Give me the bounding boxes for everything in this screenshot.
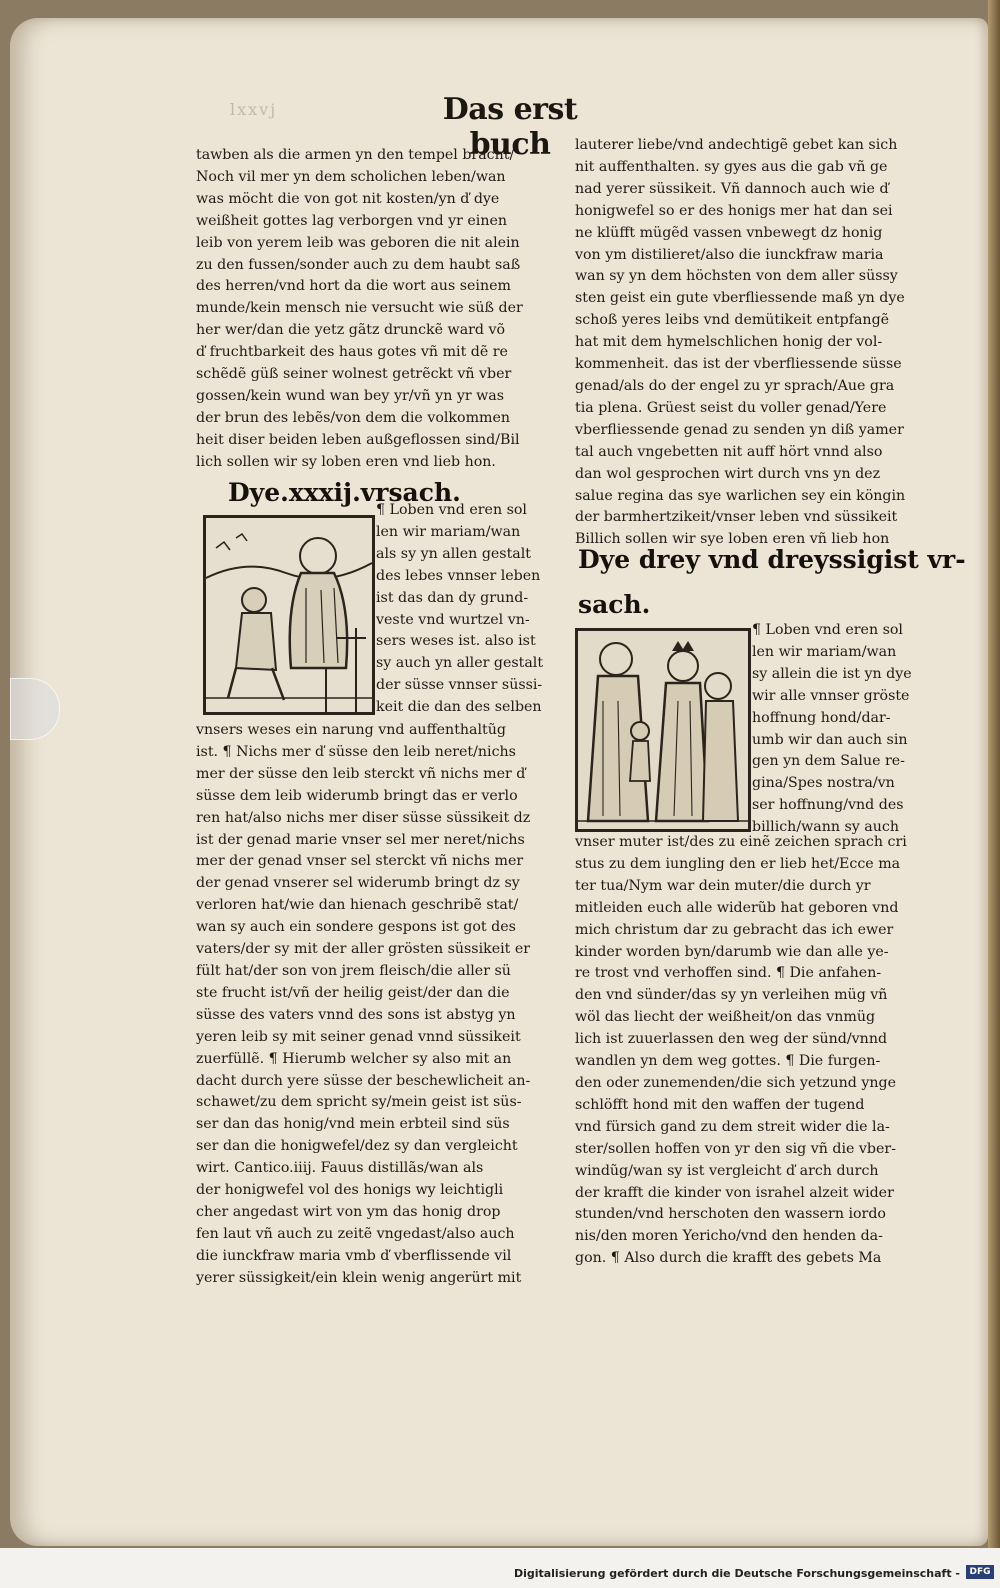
text-line: fen laut vñ auch zu zeitẽ vngedast/also auch: [196, 1225, 515, 1242]
text-line: tal auch vngebetten nit auff hört vnnd also: [575, 443, 883, 460]
text-line: des lebes vnnser leben: [376, 567, 541, 584]
running-title: Das erst buch: [442, 92, 578, 162]
text-line: munde/kein mensch nie versucht wie süß der: [196, 300, 523, 317]
right-column-top: [575, 135, 930, 551]
text-line: wöl das liecht der weißheit/on das vnmüg: [575, 1009, 876, 1026]
text-line: ser hoffnung/vnd des: [752, 797, 904, 814]
text-line: gon. ¶ Also durch die krafft des gebets Ma: [575, 1250, 882, 1267]
woodcut-mary-nursing-child-icon: [206, 518, 372, 712]
text-line: gina/Spes nostra/vn: [752, 775, 895, 792]
left-column-top: [196, 145, 548, 474]
text-line: der barmhertzikeit/vnser leben vnd süssikeit: [575, 509, 898, 526]
text-line: der brun des lebẽs/von dem die volkommen: [196, 409, 511, 426]
text-line: zu den fussen/sonder auch zu dem haubt saß: [196, 256, 521, 273]
text-line: den oder zunemenden/die sich yetzund ynge: [575, 1074, 896, 1091]
text-line: ster/sollen hoffen von yr den sig vñ die vber-: [575, 1140, 896, 1157]
text-line: yeren leib sy mit seiner genad vnnd süssikeit: [196, 1028, 521, 1045]
text-line: wan sy yn dem höchsten von dem aller süssy: [575, 268, 898, 285]
text-line: lich ist zuuerlassen den weg der sünd/vnnd: [575, 1031, 888, 1048]
text-line: süsse des vaters vnnd des sons ist abstyg yn: [196, 1006, 516, 1023]
woodcut-left: [203, 515, 375, 715]
text-line: gossen/kein wund wan bey yr/vñ yn yr was: [196, 387, 505, 404]
text-line: ¶ Loben vnd eren sol: [376, 502, 527, 518]
right-column-bottom: [575, 832, 930, 1270]
text-line: kinder worden byn/darumb wie dan alle ye-: [575, 943, 889, 960]
text-line: ren hat/also nichs mer diser süsse süssikeit dz: [196, 809, 531, 826]
text-line: tia plena. Grüest seist du voller genad/Yere: [575, 399, 887, 416]
text-line: schawet/zu dem spricht sy/mein geist ist süs-: [196, 1094, 522, 1111]
text-line: yerer süssigkeit/ein klein wenig angerürt mit: [196, 1269, 522, 1286]
text-line: der genad vnserer sel widerumb bringt dz sy: [196, 875, 520, 892]
text-line: des herren/vnd hort da die wort aus seinem: [196, 278, 511, 295]
text-line: wir alle vnnser gröste: [752, 687, 910, 704]
text-line: vberfliessende genad zu senden yn diß yamer: [575, 421, 904, 438]
text-line: stunden/vnd herschoten den wassern iordo: [575, 1206, 886, 1223]
text-line: ¶ Loben vnd eren sol: [752, 622, 903, 638]
text-line: der süsse vnnser süssi-: [376, 677, 543, 694]
text-line: mich christum dar zu gebracht das ich ewer: [575, 921, 894, 938]
text-line: den vnd sünder/das sy yn verleihen müg vñ: [575, 987, 888, 1004]
text-line: billich/wann sy auch: [752, 819, 899, 836]
text-line: nit auffenthalten. sy gyes aus die gab vñ ge: [575, 158, 888, 175]
folio-number: lxxvj: [230, 100, 278, 119]
text-line: weißheit gottes lag verborgen vnd yr einen: [196, 212, 508, 229]
text-line: die iunckfraw maria vmb ď vberflissende vil: [196, 1247, 512, 1264]
text-line: Noch vil mer yn dem scholichen leben/wan: [196, 168, 506, 185]
text-line: windũg/wan sy ist vergleicht ď arch durch: [575, 1162, 879, 1179]
text-line: vnd fürsich gand zu dem streit wider die la-: [575, 1118, 890, 1135]
book-edge: [988, 0, 1000, 1560]
text-line: dacht durch yere süsse der beschewlicheit an-: [196, 1072, 531, 1089]
text-line: her wer/dan die yetz gãtz drunckẽ ward võ: [196, 322, 506, 339]
text-line: schẽdẽ güß seiner wolnest getrẽckt vñ vber: [196, 366, 512, 383]
text-line: vnser muter ist/des zu einẽ zeichen sprach cri: [575, 834, 907, 850]
text-line: lauterer liebe/vnd andechtigẽ gebet kan sich: [575, 137, 898, 153]
text-line: fült hat/der son von jrem fleisch/die aller sü: [196, 962, 511, 979]
text-line: ist der genad marie vnser sel mer neret/nichs: [196, 831, 525, 848]
text-line: als sy yn allen gestalt: [376, 545, 531, 562]
chapter-heading-33-line2: sach.: [578, 590, 651, 619]
text-line: cher angedast wirt von ym das honig drop: [196, 1203, 501, 1220]
page-clip: [10, 678, 60, 740]
text-line: nis/den moren Yericho/vnd den henden da-: [575, 1228, 883, 1245]
text-line: wirt. Cantico.iiij. Fauus distillãs/wan als: [196, 1160, 484, 1177]
text-line: sy allein die ist yn dye: [752, 665, 912, 682]
text-line: ter tua/Nym war dein muter/die durch yr: [575, 877, 871, 894]
text-line: dan wol gesprochen wirt durch vns yn dez: [575, 465, 881, 482]
chapter-heading-32: Dye.xxxij.vrsach.: [228, 478, 461, 507]
dfg-logo-icon: DFG: [966, 1565, 994, 1579]
text-line: was möcht die von got nit kosten/yn ď dye: [196, 190, 500, 207]
text-line: genad/als do der engel zu yr sprach/Aue gra: [575, 377, 895, 394]
text-line: zuerfüllẽ. ¶ Hierumb welcher sy also mit an: [196, 1050, 512, 1067]
digitization-credit: Digitalisierung gefördert durch die Deutsche Forschungsgemeinschaft -: [513, 1567, 960, 1580]
text-line: von ym distilieret/also die iunckfraw maria: [575, 246, 884, 263]
text-line: leib von yerem leib was geboren die nit alein: [196, 234, 520, 251]
text-line: hat mit dem hymelschlichen honig der vol-: [575, 334, 883, 351]
text-line: ist. ¶ Nichs mer ď süsse den leib neret/nichs: [196, 743, 516, 760]
woodcut-right: [575, 628, 751, 832]
text-line: kommenheit. das ist der vberfliessende süsse: [575, 356, 902, 373]
text-line: ď fruchtbarkeit des haus gotes vñ mit dẽ re: [196, 344, 508, 361]
text-line: keit die dan des selben: [376, 699, 542, 716]
text-line: verloren hat/wie dan hienach geschribẽ stat/: [196, 897, 519, 914]
text-line: sers weses ist. also ist: [376, 633, 536, 650]
text-line: stus zu dem iungling den er lieb het/Ecce ma: [575, 855, 901, 872]
text-line: wandlen yn dem weg gottes. ¶ Die furgen-: [575, 1053, 881, 1070]
text-line: lich sollen wir sy loben eren vnd lieb hon.: [196, 453, 496, 470]
text-line: salue regina das sye warlichen sey ein köngin: [575, 487, 906, 504]
text-line: umb wir dan auch sin: [752, 731, 908, 748]
text-line: ne klüfft mügẽd vassen vnbewegt dz honig: [575, 224, 883, 241]
left-beside-image-text: [376, 500, 543, 719]
text-line: tawben als die armen yn den tempel bracht/: [196, 147, 515, 163]
text-line: süsse dem leib widerumb bringt das er verlo: [196, 787, 518, 804]
left-column-bottom: [196, 720, 548, 1290]
right-beside-image-text: [752, 620, 912, 839]
text-line: ste frucht ist/vñ der heilig geist/der dan die: [196, 984, 510, 1001]
text-line: schoß yeres leibs vnd demütikeit entpfangẽ: [575, 312, 890, 329]
text-line: re trost vnd verhoffen sind. ¶ Die anfahen-: [575, 965, 882, 982]
text-line: hoffnung hond/dar-: [752, 709, 891, 726]
text-line: mer der genad vnser sel sterckt vñ nichs mer: [196, 853, 524, 870]
text-line: schlöfft hond mit den waffen der tugend: [575, 1096, 865, 1113]
chapter-heading-33-line1: Dye drey vnd dreyssigist vr-: [578, 545, 966, 574]
text-line: Billich sollen wir sye loben eren vñ lieb hon: [575, 531, 890, 548]
text-line: der honigwefel vol des honigs wy leichtigli: [196, 1182, 504, 1199]
text-line: ser dan die honigwefel/dez sy dan vergleicht: [196, 1138, 518, 1155]
text-line: honigwefel so er des honigs mer hat dan sei: [575, 202, 893, 219]
text-line: vnsers weses ein narung vnd auffenthaltũg: [196, 722, 506, 738]
text-line: gen yn dem Salue re-: [752, 753, 905, 770]
text-line: wan sy auch ein sondere gespons ist got des: [196, 919, 516, 936]
text-line: nad yerer süssikeit. Vñ dannoch auch wie ď: [575, 180, 889, 197]
text-line: sten geist ein gute vberfliessende maß yn dye: [575, 290, 905, 307]
text-line: heit diser beiden leben außgeflossen sind/Bil: [196, 431, 520, 448]
text-line: mer der süsse den leib sterckt vñ nichs mer ď: [196, 765, 526, 782]
text-line: len wir mariam/wan: [376, 523, 521, 540]
text-line: sy auch yn aller gestalt: [376, 655, 544, 672]
text-line: vaters/der sy mit der aller grösten süssikeit er: [196, 941, 531, 958]
text-line: mitleiden euch alle widerũb hat geboren vnd: [575, 899, 899, 916]
woodcut-king-and-figures-icon: [578, 631, 748, 829]
text-line: ser dan das honig/vnd mein erbteil sind süs: [196, 1116, 510, 1133]
text-line: ist das dan dy grund-: [376, 589, 529, 606]
text-line: len wir mariam/wan: [752, 643, 897, 660]
text-line: der krafft die kinder von israhel alzeit wider: [575, 1184, 894, 1201]
text-line: veste vnd wurtzel vn-: [376, 611, 530, 628]
